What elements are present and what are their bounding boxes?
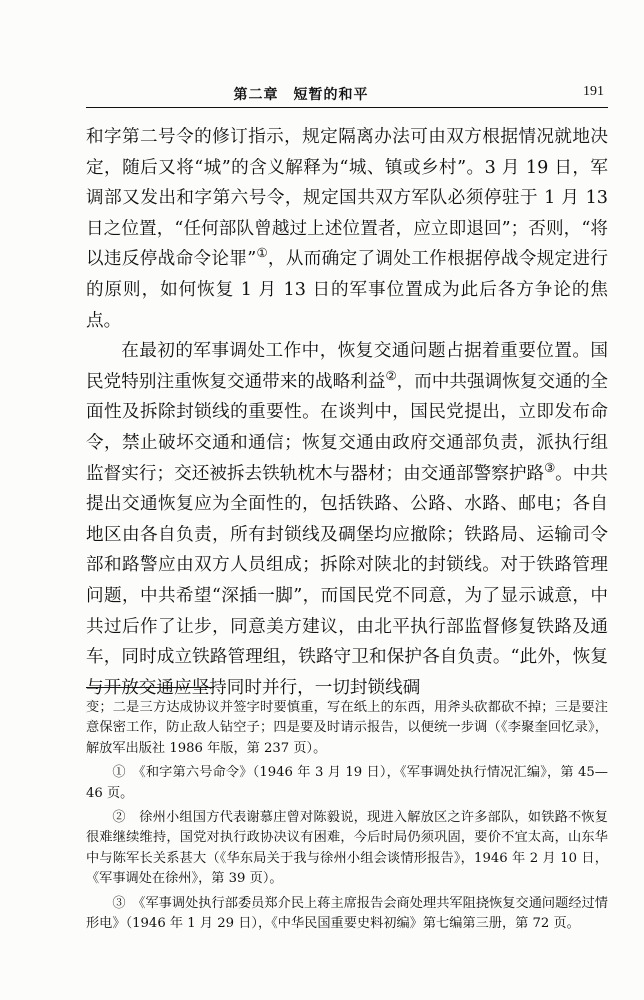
footnote-ref-2[interactable]: ② bbox=[385, 368, 397, 383]
paragraph-1-text-a: 和字第二号令的修订指示，规定隔离办法可由双方根据情况就地决定，随后又将“城”的含义解释为“城、镇或乡村”。3 月 19 日，军调部又发出和字第六号令，规定国共双方军队必须停驻于 1 月 13 日之位置，“任何部队曾越过上述位置者，应立即退回”；否则，“将以违反停战命令论罪” bbox=[86, 127, 608, 270]
paragraph-2-text-b: ，而中共强调恢复交通的全面性及拆除封锁线的重要性。在谈判中，国民党提出，立即发布命令，禁止破坏交通和通信；恢复交通由政府交通部负责，派执行组监督实行；交还被拆去铁轨枕木与器材；由交通部警察护路 bbox=[86, 371, 608, 484]
header-rule bbox=[86, 107, 608, 108]
footnote-3: ③ 《军事调处执行部委员郑介民上蒋主席报告会商处理共军阻挠恢复交通问题经过情形电》（1946 年 1 月 29 日），《中华民国重要史料初编》第七编第三册，第 72 页。 bbox=[86, 895, 608, 932]
paragraph-2-text-a: 在最初的军事调处工作中，恢复交通问题占据着重要位置。国民党特别注重恢复交通带来的战略利益 bbox=[86, 341, 608, 392]
footnote-1: ① 《和字第六号命令》（1946 年 3 月 19 日），《军事调处执行情况汇编》，第 45—46 页。 bbox=[86, 765, 608, 801]
chapter-title: 第二章 短暂的和平 bbox=[233, 87, 369, 103]
footnote-continued: 变；二是三方达成协议并签字时要慎重，写在纸上的东西，用斧头砍都砍不掉；三是要注意保密工作，防止敌人钻空子；四是要及时请示报告，以便统一步调（《李聚奎回忆录》，解放军出版社 1986 年版，第 237 页）。 bbox=[86, 700, 608, 756]
main-text bbox=[86, 122, 608, 703]
footnote-ref-1[interactable]: ① bbox=[256, 246, 268, 261]
page-number: 191 bbox=[583, 84, 604, 99]
footnotes bbox=[86, 698, 608, 938]
paragraph-2 bbox=[86, 336, 608, 703]
running-head bbox=[86, 84, 606, 106]
footnote-divider bbox=[86, 687, 214, 688]
paragraph-2-text-c: 。中共提出交通恢复应为全面性的，包括铁路、公路、水路、邮电；各自地区由各自负责，所有封锁线及碉堡均应撤除；铁路局、运输司令部和路警应由双方人员组成；拆除对陕北的封锁线。对于铁路管理问题，中共希望“深插一脚”，而国民党不同意，为了显示诚意，中共过后作了让步，同意美方建议，由北平执行部监督修复铁路及通车，同时成立铁路管理组，铁路守卫和保护各自负责。“此外，恢复与开放交通应坚持同时并行，一切封锁线碉 bbox=[86, 463, 608, 698]
footnote-ref-3[interactable]: ③ bbox=[544, 460, 556, 475]
paragraph-1 bbox=[86, 122, 608, 336]
paragraph-1-text-b: ，从而确定了调处工作根据停战令规定进行的原则，如何恢复 1 月 13 日的军事位置成为此后各方争论的焦点。 bbox=[86, 249, 608, 331]
footnote-2: ② 徐州小组国方代表谢慕庄曾对陈毅说，现进入解放区之许多部队，如铁路不恢复很难继续维持，国党对执行政协决议有困难，今后时局仍须巩固，要价不宜太高，山东华中与陈军长关系甚大（《华东局关于我与徐州小组会谈情形报告》，1946 年 2 月 10 日，《军事调处在徐州》，第 39 页）。 bbox=[86, 810, 608, 887]
